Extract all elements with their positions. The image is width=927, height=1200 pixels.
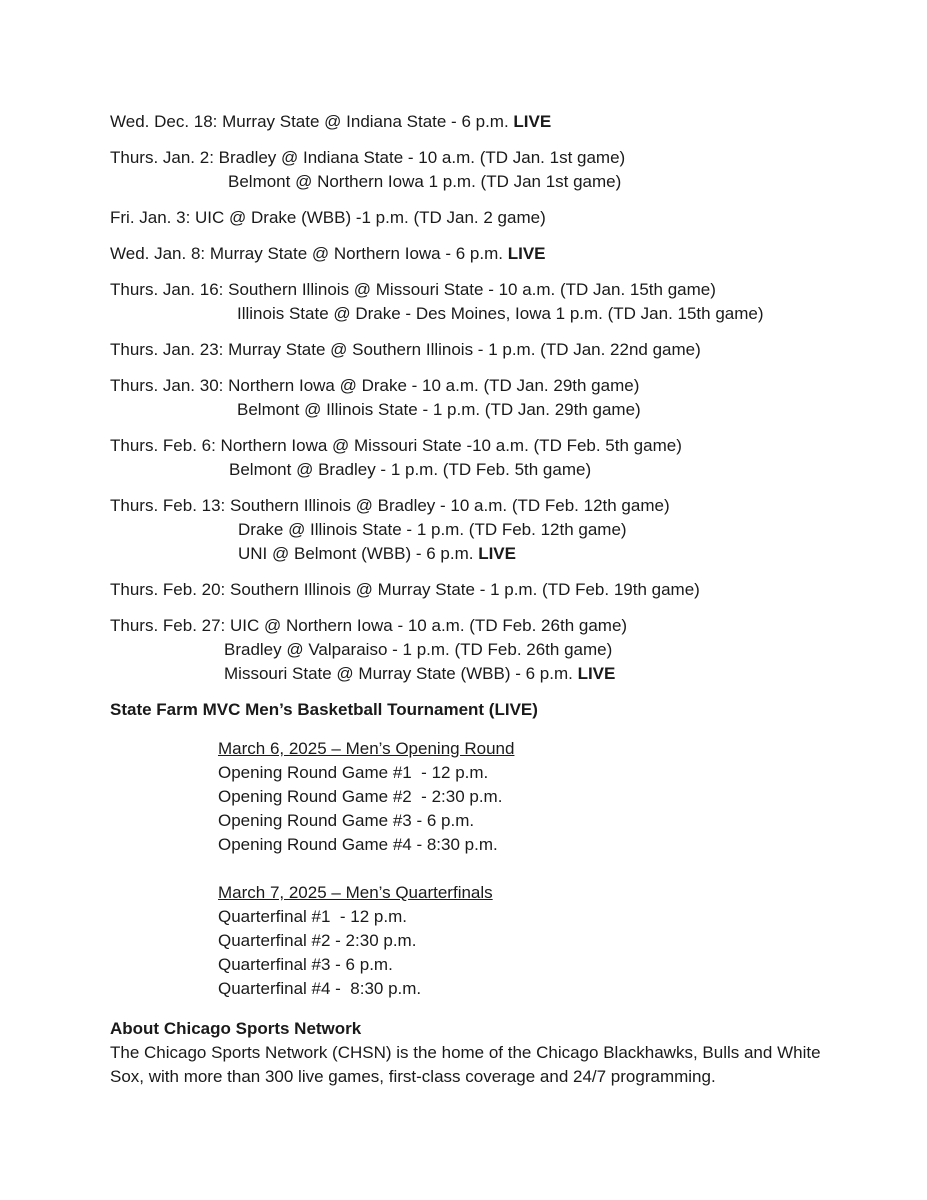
schedule-line: Belmont @ Northern Iowa 1 p.m. (TD Jan 1st game) bbox=[228, 172, 622, 191]
schedule-line: Thurs. Feb. 27: UIC @ Northern Iowa - 10 a.m. (TD Feb. 26th game) bbox=[110, 616, 628, 635]
schedule-line: Thurs. Jan. 30: Northern Iowa @ Drake - 10 a.m. (TD Jan. 29th game) bbox=[110, 376, 640, 395]
live-label: LIVE bbox=[577, 664, 616, 683]
schedule-line: Belmont @ Bradley - 1 p.m. (TD Feb. 5th game) bbox=[229, 460, 592, 479]
tournament-heading: State Farm MVC Men’s Basketball Tournament (LIVE) bbox=[110, 700, 538, 719]
round-group bbox=[218, 737, 870, 857]
schedule-line: Drake @ Illinois State - 1 p.m. (TD Feb. 12th game) bbox=[238, 520, 627, 539]
schedule-line: Thurs. Jan. 2: Bradley @ Indiana State - 10 a.m. (TD Jan. 1st game) bbox=[110, 148, 626, 167]
schedule-line: Missouri State @ Murray State (WBB) - 6 p.m. LIVE bbox=[224, 664, 616, 683]
document-page bbox=[110, 110, 870, 1089]
schedule-line: Wed. Dec. 18: Murray State @ Indiana State - 6 p.m. LIVE bbox=[110, 112, 552, 131]
round-game: Opening Round Game #2 - 2:30 p.m. bbox=[218, 787, 503, 806]
round-heading: March 7, 2025 – Men’s Quarterfinals bbox=[218, 883, 493, 902]
schedule-line: Bradley @ Valparaiso - 1 p.m. (TD Feb. 26th game) bbox=[224, 640, 613, 659]
schedule-line: Belmont @ Illinois State - 1 p.m. (TD Jan. 29th game) bbox=[237, 400, 641, 419]
schedule-entry bbox=[110, 614, 870, 686]
schedule-entry bbox=[110, 206, 870, 230]
schedule-line: UNI @ Belmont (WBB) - 6 p.m. LIVE bbox=[238, 544, 516, 563]
schedule-line: Illinois State @ Drake - Des Moines, Iowa 1 p.m. (TD Jan. 15th game) bbox=[237, 304, 764, 323]
round-group bbox=[218, 881, 870, 1001]
tournament-schedule bbox=[110, 737, 870, 1001]
about-heading: About Chicago Sports Network bbox=[110, 1019, 362, 1038]
round-game: Quarterfinal #1 - 12 p.m. bbox=[218, 907, 407, 926]
live-label: LIVE bbox=[507, 244, 546, 263]
schedule-entry bbox=[110, 110, 870, 134]
schedule-line: Wed. Jan. 8: Murray State @ Northern Iowa - 6 p.m. LIVE bbox=[110, 244, 546, 263]
round-game: Opening Round Game #1 - 12 p.m. bbox=[218, 763, 489, 782]
round-game: Quarterfinal #2 - 2:30 p.m. bbox=[218, 931, 417, 950]
schedule-entry bbox=[110, 278, 870, 326]
schedule-entry bbox=[110, 578, 870, 602]
schedule-line: Fri. Jan. 3: UIC @ Drake (WBB) -1 p.m. (TD Jan. 2 game) bbox=[110, 208, 546, 227]
live-label: LIVE bbox=[478, 544, 516, 563]
schedule-entry bbox=[110, 434, 870, 482]
schedule-entry bbox=[110, 374, 870, 422]
round-game: Quarterfinal #4 - 8:30 p.m. bbox=[218, 979, 422, 998]
schedule-entry bbox=[110, 494, 870, 566]
schedule-line: Thurs. Feb. 6: Northern Iowa @ Missouri State -10 a.m. (TD Feb. 5th game) bbox=[110, 436, 682, 455]
schedule-list bbox=[110, 110, 870, 686]
schedule-entry bbox=[110, 146, 870, 194]
round-game: Quarterfinal #3 - 6 p.m. bbox=[218, 955, 393, 974]
schedule-line: Thurs. Feb. 13: Southern Illinois @ Bradley - 10 a.m. (TD Feb. 12th game) bbox=[110, 496, 670, 515]
round-game: Opening Round Game #3 - 6 p.m. bbox=[218, 811, 475, 830]
schedule-entry bbox=[110, 338, 870, 362]
round-game: Opening Round Game #4 - 8:30 p.m. bbox=[218, 835, 498, 854]
schedule-entry bbox=[110, 242, 870, 266]
about-paragraph: The Chicago Sports Network (CHSN) is the home of the Chicago Blackhawks, Bulls and White Sox, with more than 300 live games, first-class coverage and 24/7 programming. bbox=[110, 1043, 821, 1086]
schedule-line: Thurs. Jan. 23: Murray State @ Southern Illinois - 1 p.m. (TD Jan. 22nd game) bbox=[110, 340, 701, 359]
schedule-line: Thurs. Jan. 16: Southern Illinois @ Missouri State - 10 a.m. (TD Jan. 15th game) bbox=[110, 280, 716, 299]
schedule-line: Thurs. Feb. 20: Southern Illinois @ Murray State - 1 p.m. (TD Feb. 19th game) bbox=[110, 580, 700, 599]
live-label: LIVE bbox=[513, 112, 552, 131]
round-heading: March 6, 2025 – Men’s Opening Round bbox=[218, 739, 515, 758]
